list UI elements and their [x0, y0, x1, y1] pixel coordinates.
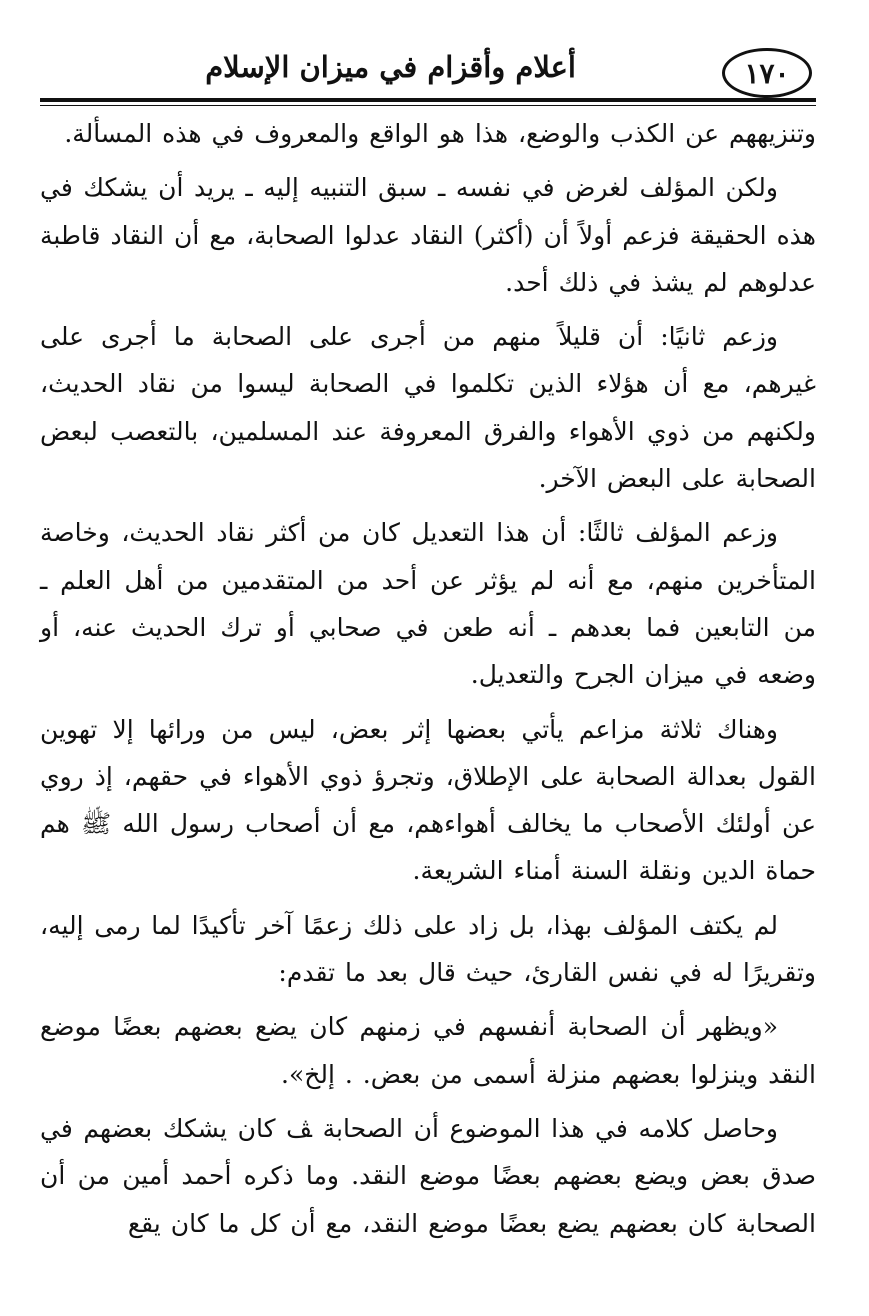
paragraph-third-claim: وزعم المؤلف ثالثًا: أن هذا التعديل كان من أكثر نقاد الحديث، وخاصة المتأخرين منهم، مع أنه لم يؤثر عن أحد من المتقدمين من أهل العلم ـ من التابعين فما بعدهم ـ أنه طعن في صحابي أو ترك الحديث عنه، أو وضعه في ميزان الجرح والتعديل. — [40, 518, 817, 690]
book-page — [40, 40, 816, 1290]
page-number-badge: ١٧٠ — [722, 48, 812, 98]
paragraph-quotation: «ويظهر أن الصحابة أنفسهم في زمنهم كان يضع بعضهم بعضًا موضع النقد وينزلوا بعضهم منزلة أسمى من بعض. . إلخ». — [40, 1012, 816, 1089]
paragraph-further-claim: لم يكتف المؤلف بهذا، بل زاد على ذلك زعمًا آخر تأكيدًا لما رمى إليه، وتقريرًا له في نفس القارئ، حيث قال بعد ما تقدم: — [40, 910, 816, 988]
paragraph-continuation: وتنزيههم عن الكذب والوضع، هذا هو الواقع والمعروف في هذه المسألة. — [64, 119, 816, 148]
paragraph-three-claims: وهناك ثلاثة مزاعم يأتي بعضها إثر بعض، ليس من ورائها إلا تهوين القول بعدالة الصحابة على الإطلاق، وتجرؤ ذوي الأهواء في حقهم، إذ روي عن أولئك الأصحاب ما يخالف أهواءهم، مع أن أصحاب رسول الله ﷺ هم حماة الدين ونقلة السنة أمناء الشريعة. — [40, 714, 816, 886]
running-title: أعلام وأقزام في ميزان الإسلام — [205, 50, 576, 84]
header-rule-thick — [40, 98, 816, 102]
paragraph-summary: وحاصل كلامه في هذا الموضوع أن الصحابة ﭫ كان يشكك بعضهم في صدق بعض ويضع بعضهم بعضًا موضع النقد. وما ذكره أحمد أمين من أن الصحابة كان بعضهم يضع بعضًا موضع النقد، مع أن كل ما كان يقع — [40, 1113, 816, 1238]
paragraph-first-claim: ولكن المؤلف لغرض في نفسه ـ سبق التنبيه إليه ـ يريد أن يشكك في هذه الحقيقة فزعم أولاً أن (أكثر) النقاد عدلوا الصحابة، مع أن النقاد قاطبة عدلوهم لم يشذ في ذلك أحد. — [40, 173, 816, 297]
paragraph-second-claim: وزعم ثانيًا: أن قليلاً منهم من أجرى على الصحابة ما أجرى على غيرهم، مع أن هؤلاء الذين تكلموا في الصحابة ليسوا من نقاد الحديث، ولكنهم من ذوي الأهواء والفرق المعروفة عند المسلمين، بالتعصب لبعض الصحابة على البعض الآخر. — [40, 322, 816, 494]
page-header — [40, 40, 816, 108]
header-rule-thin — [40, 105, 816, 106]
page-body — [40, 110, 816, 1247]
